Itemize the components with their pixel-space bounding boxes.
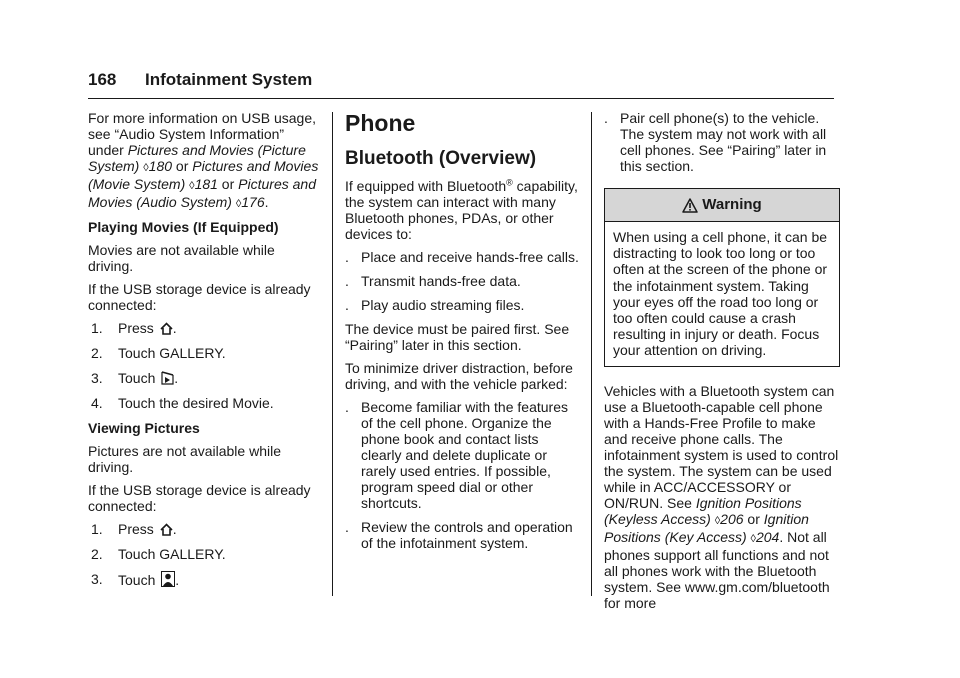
warning-icon — [682, 198, 698, 213]
column-right — [604, 110, 840, 618]
usb-connected-text: If the USB storage device is already connected: — [88, 281, 311, 313]
ref-movie-system[interactable]: Pictures and Movies (Movie System) — [88, 158, 319, 192]
page-ref-arrow-icon: ◊ — [235, 198, 242, 210]
bluetooth-intro: If equipped with Bluetooth® capability, the system can interact with many Bluetooth phones, PDAs, or other devices to: — [345, 177, 578, 242]
home-icon — [160, 523, 173, 536]
minimize-distraction-text: To minimize driver distraction, before driving, and with the vehicle parked: — [345, 360, 573, 392]
list-item: . Review the controls and operation of the infotainment system. — [345, 519, 573, 551]
usb-info-paragraph: For more information on USB usage, see “Audio System Information” under Pictures and Movies (Picture System) ◊180 or Pictures and Movies (Movie System) ◊181 or Pictures and Movies (Audio System) ◊176. — [88, 110, 319, 210]
page-ref-arrow-icon: ◊ — [714, 514, 721, 527]
pairing-note: The device must be paired first. See “Pairing” later in this section. — [345, 321, 570, 353]
column-left — [88, 110, 320, 597]
list-item: . Pair cell phone(s) to the vehicle. The system may not work with all cell phones. See “Pairing” later in this section. — [604, 110, 827, 174]
picture-step-2: 2. Touch GALLERY. — [91, 546, 226, 562]
section-title: Infotainment System — [145, 70, 313, 89]
page-header — [88, 72, 834, 99]
movie-step-3: 3. Touch . — [91, 370, 179, 386]
home-icon — [160, 322, 173, 335]
movie-clapper-icon — [161, 371, 174, 385]
list-item: . Become familiar with the features of the cell phone. Organize the phone book and contact lists clearly and delete duplicate or rarely used entries. If possible, program speed dial or other shortcuts. — [345, 399, 568, 511]
list-item: . Play audio streaming files. — [345, 297, 525, 313]
movie-step-2: 2. Touch GALLERY. — [91, 345, 226, 361]
phone-title: Phone — [345, 110, 416, 136]
movie-step-4: 4. Touch the desired Movie. — [91, 395, 274, 411]
ref-picture-system[interactable]: Pictures and Movies (Picture System) — [88, 142, 306, 174]
column-middle — [345, 110, 581, 559]
bluetooth-overview-title: Bluetooth (Overview) — [345, 148, 537, 169]
list-item: . Place and receive hands-free calls. — [345, 249, 579, 265]
warning-box — [604, 188, 840, 367]
page-ref-arrow-icon: ◊ — [143, 162, 149, 174]
movies-heading: Playing Movies (If Equipped) — [88, 219, 279, 235]
movie-step-1: 1. Press . — [91, 320, 177, 336]
column-divider — [591, 112, 592, 596]
page-number: 168 — [88, 70, 117, 89]
picture-person-icon — [161, 571, 175, 587]
movies-note: Movies are not available while driving. — [88, 242, 275, 274]
ref-ignition-keyless[interactable]: Ignition Positions (Keyless Access) — [604, 494, 802, 527]
picture-step-3: 3. Touch . — [91, 571, 180, 588]
list-item: . Transmit hands-free data. — [345, 273, 521, 289]
warning-header — [605, 189, 839, 222]
page-ref-arrow-icon: ◊ — [189, 180, 195, 192]
warning-text: When using a cell phone, it can be distracting to look too long or too often at the screen of the phone or the infotainment system. Taking your eyes off the road too long or too often could cause a crash resulting in injury or death. Focus your attention on driving. — [613, 229, 828, 359]
column-divider — [332, 112, 333, 596]
usb-connected-text-2: If the USB storage device is already connected: — [88, 482, 311, 514]
bluetooth-system-paragraph: Vehicles with a Bluetooth system can use a Bluetooth-capable cell phone with a Hands-Free Profile to make and receive phone calls. The infotainment system is used to control the system. The system can be used while in ACC/ACCESSORY or ON/RUN. See Ignition Positions (Keyless Access) ◊206 or Ignition Positions (Key Access) ◊204. Not all phones support all functions and not all phones work with the Bluetooth system. See www.gm.com/bluetooth for more — [604, 382, 839, 611]
pictures-heading: Viewing Pictures — [88, 420, 200, 436]
pictures-note: Pictures are not available while driving. — [88, 443, 281, 475]
ref-audio-system[interactable]: Pictures and Movies (Audio System) — [88, 176, 316, 210]
ref-ignition-key[interactable]: Ignition Positions (Key Access) — [604, 510, 809, 545]
warning-title: Warning — [702, 196, 762, 213]
picture-step-1: 1. Press . — [91, 521, 177, 537]
page-ref-arrow-icon: ◊ — [750, 532, 756, 545]
